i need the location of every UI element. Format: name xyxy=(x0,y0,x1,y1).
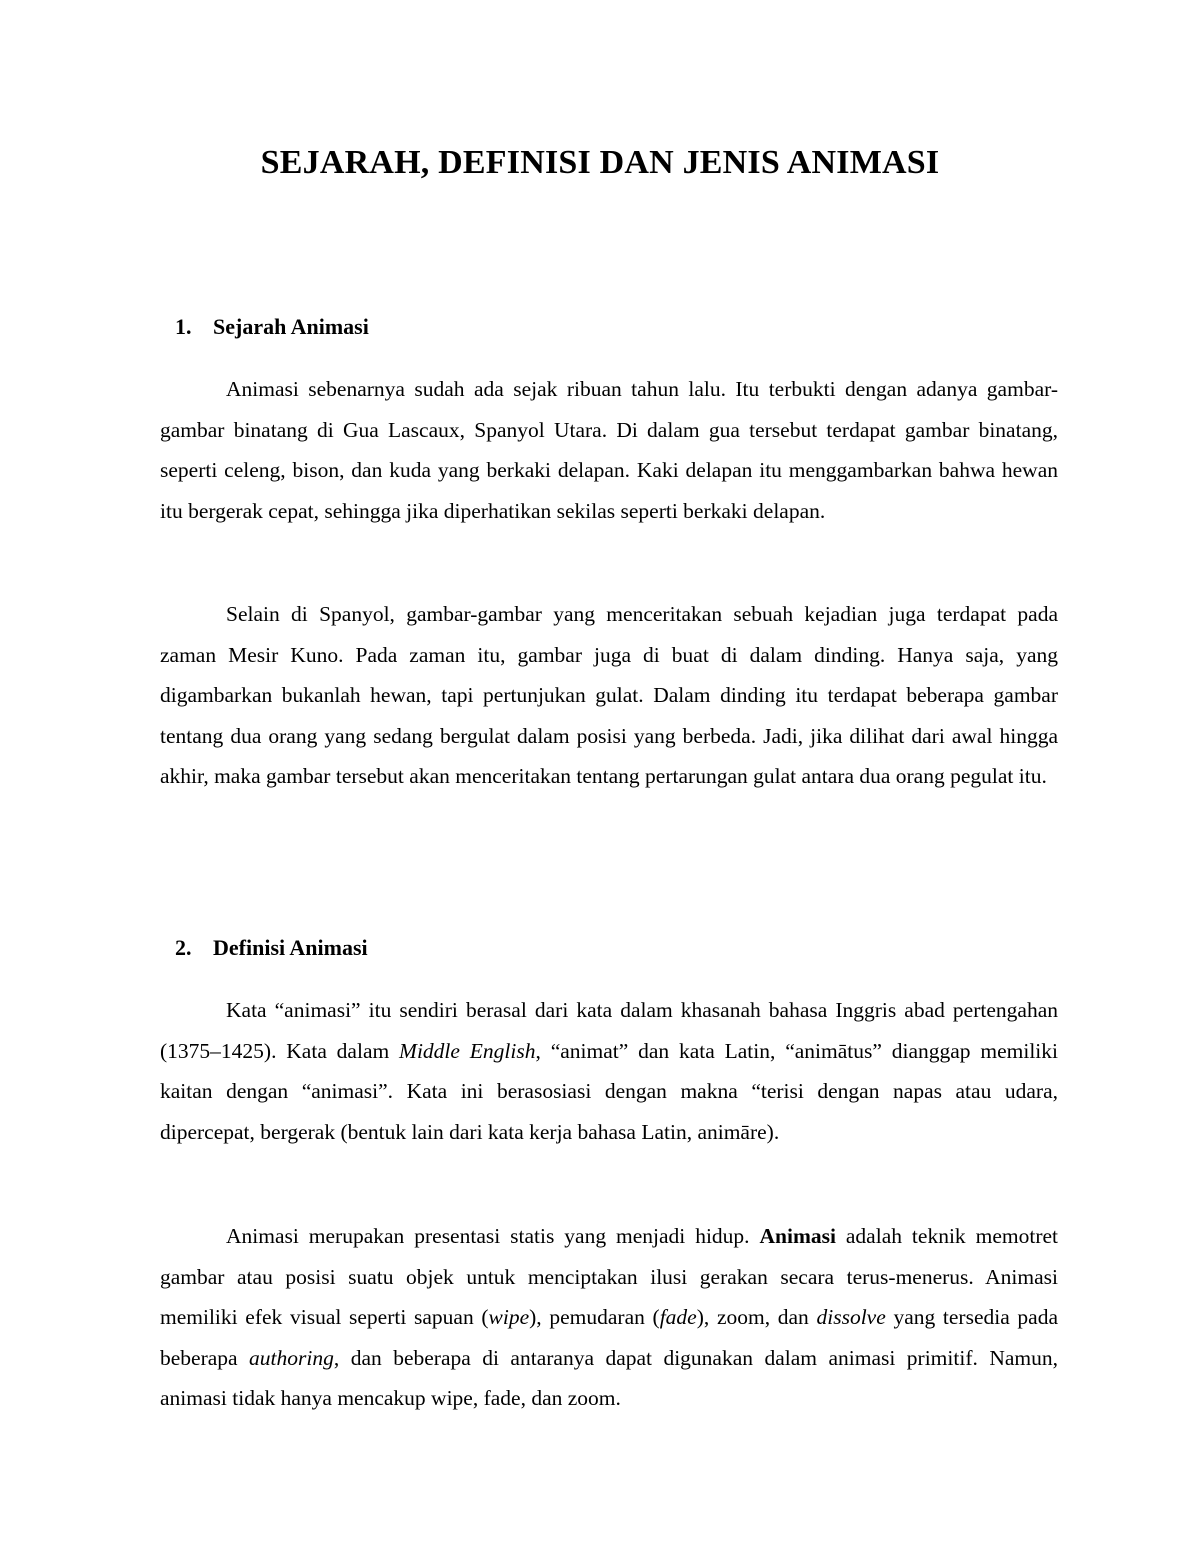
section-heading-definisi xyxy=(175,933,368,963)
section-title: Definisi Animasi xyxy=(213,935,368,960)
italic-term-fade: fade xyxy=(659,1305,697,1329)
text-run: , dan beberapa di antaranya dapat digunakan dalam animasi primitif. Namun, animasi tidak hanya mencakup wipe, fade, dan zoom. xyxy=(160,1345,1058,1410)
document-title: SEJARAH, DEFINISI DAN JENIS ANIMASI xyxy=(260,144,940,181)
paragraph-definisi-1 xyxy=(160,990,1058,1152)
paragraph-sejarah-2: Selain di Spanyol, gambar-gambar yang menceritakan sebuah kejadian juga terdapat pada zaman Mesir Kuno. Pada zaman itu, gambar juga di buat di dalam dinding. Hanya saja, yang digambarkan bukanlah hewan, tapi pertunjukan gulat. Dalam dinding itu terdapat beberapa gambar tentang dua orang yang sedang bergulat dalam posisi yang berbeda. Jadi, jika dilihat dari awal hingga akhir, maka gambar tersebut akan menceritakan tentang pertarungan gulat antara dua orang pegulat itu. xyxy=(160,602,1058,788)
text-run: Kata “animasi” itu sendiri berasal dari kata dalam khasanah bahasa Inggris abad pertengahan (1375–1425). Kata dalam xyxy=(160,998,1058,1063)
bold-term-animasi: Animasi xyxy=(759,1224,836,1248)
paragraph-definisi-2 xyxy=(160,1216,1058,1419)
section-number: 1. xyxy=(175,314,192,339)
italic-term-dissolve: dissolve xyxy=(816,1305,886,1329)
italic-term-authoring: authoring xyxy=(249,1345,334,1370)
paragraph-sejarah-1: Animasi sebenarnya sudah ada sejak ribuan tahun lalu. Itu terbukti dengan adanya gambar-gambar binatang di Gua Lascaux, Spanyol Utara. Di dalam gua tersebut terdapat gambar binatang, seperti celeng, bison, dan kuda yang berkaki delapan. Kaki delapan itu menggambarkan bahwa hewan itu bergerak cepat, sehingga jika diperhatikan sekilas seperti berkaki delapan. xyxy=(160,377,1058,523)
text-run: Animasi merupakan presentasi statis yang menjadi hidup. xyxy=(226,1224,760,1248)
section-number: 2. xyxy=(175,935,192,960)
text-run: ), zoom, dan xyxy=(696,1305,817,1329)
text-run: ), pemudaran ( xyxy=(529,1305,660,1329)
italic-term-middle-english: Middle English xyxy=(399,1038,536,1063)
text-run: adalah teknik memotret gambar atau posisi suatu objek untuk menciptakan ilusi gerakan secara terus-menerus. Animasi memiliki efek visual seperti sapuan ( xyxy=(160,1224,1058,1329)
section-heading-sejarah xyxy=(175,312,369,342)
text-run: yang tersedia pada beberapa xyxy=(160,1305,1059,1370)
section-title: Sejarah Animasi xyxy=(213,314,369,339)
text-run: , “animat” dan kata Latin, “animātus” dianggap memiliki kaitan dengan “animasi”. Kata ini berasosiasi dengan makna “terisi dengan napas atau udara, dipercepat, bergerak (bentuk lain dari kata kerja bahasa Latin, animāre). xyxy=(160,1038,1058,1144)
italic-term-wipe: wipe xyxy=(488,1305,530,1329)
